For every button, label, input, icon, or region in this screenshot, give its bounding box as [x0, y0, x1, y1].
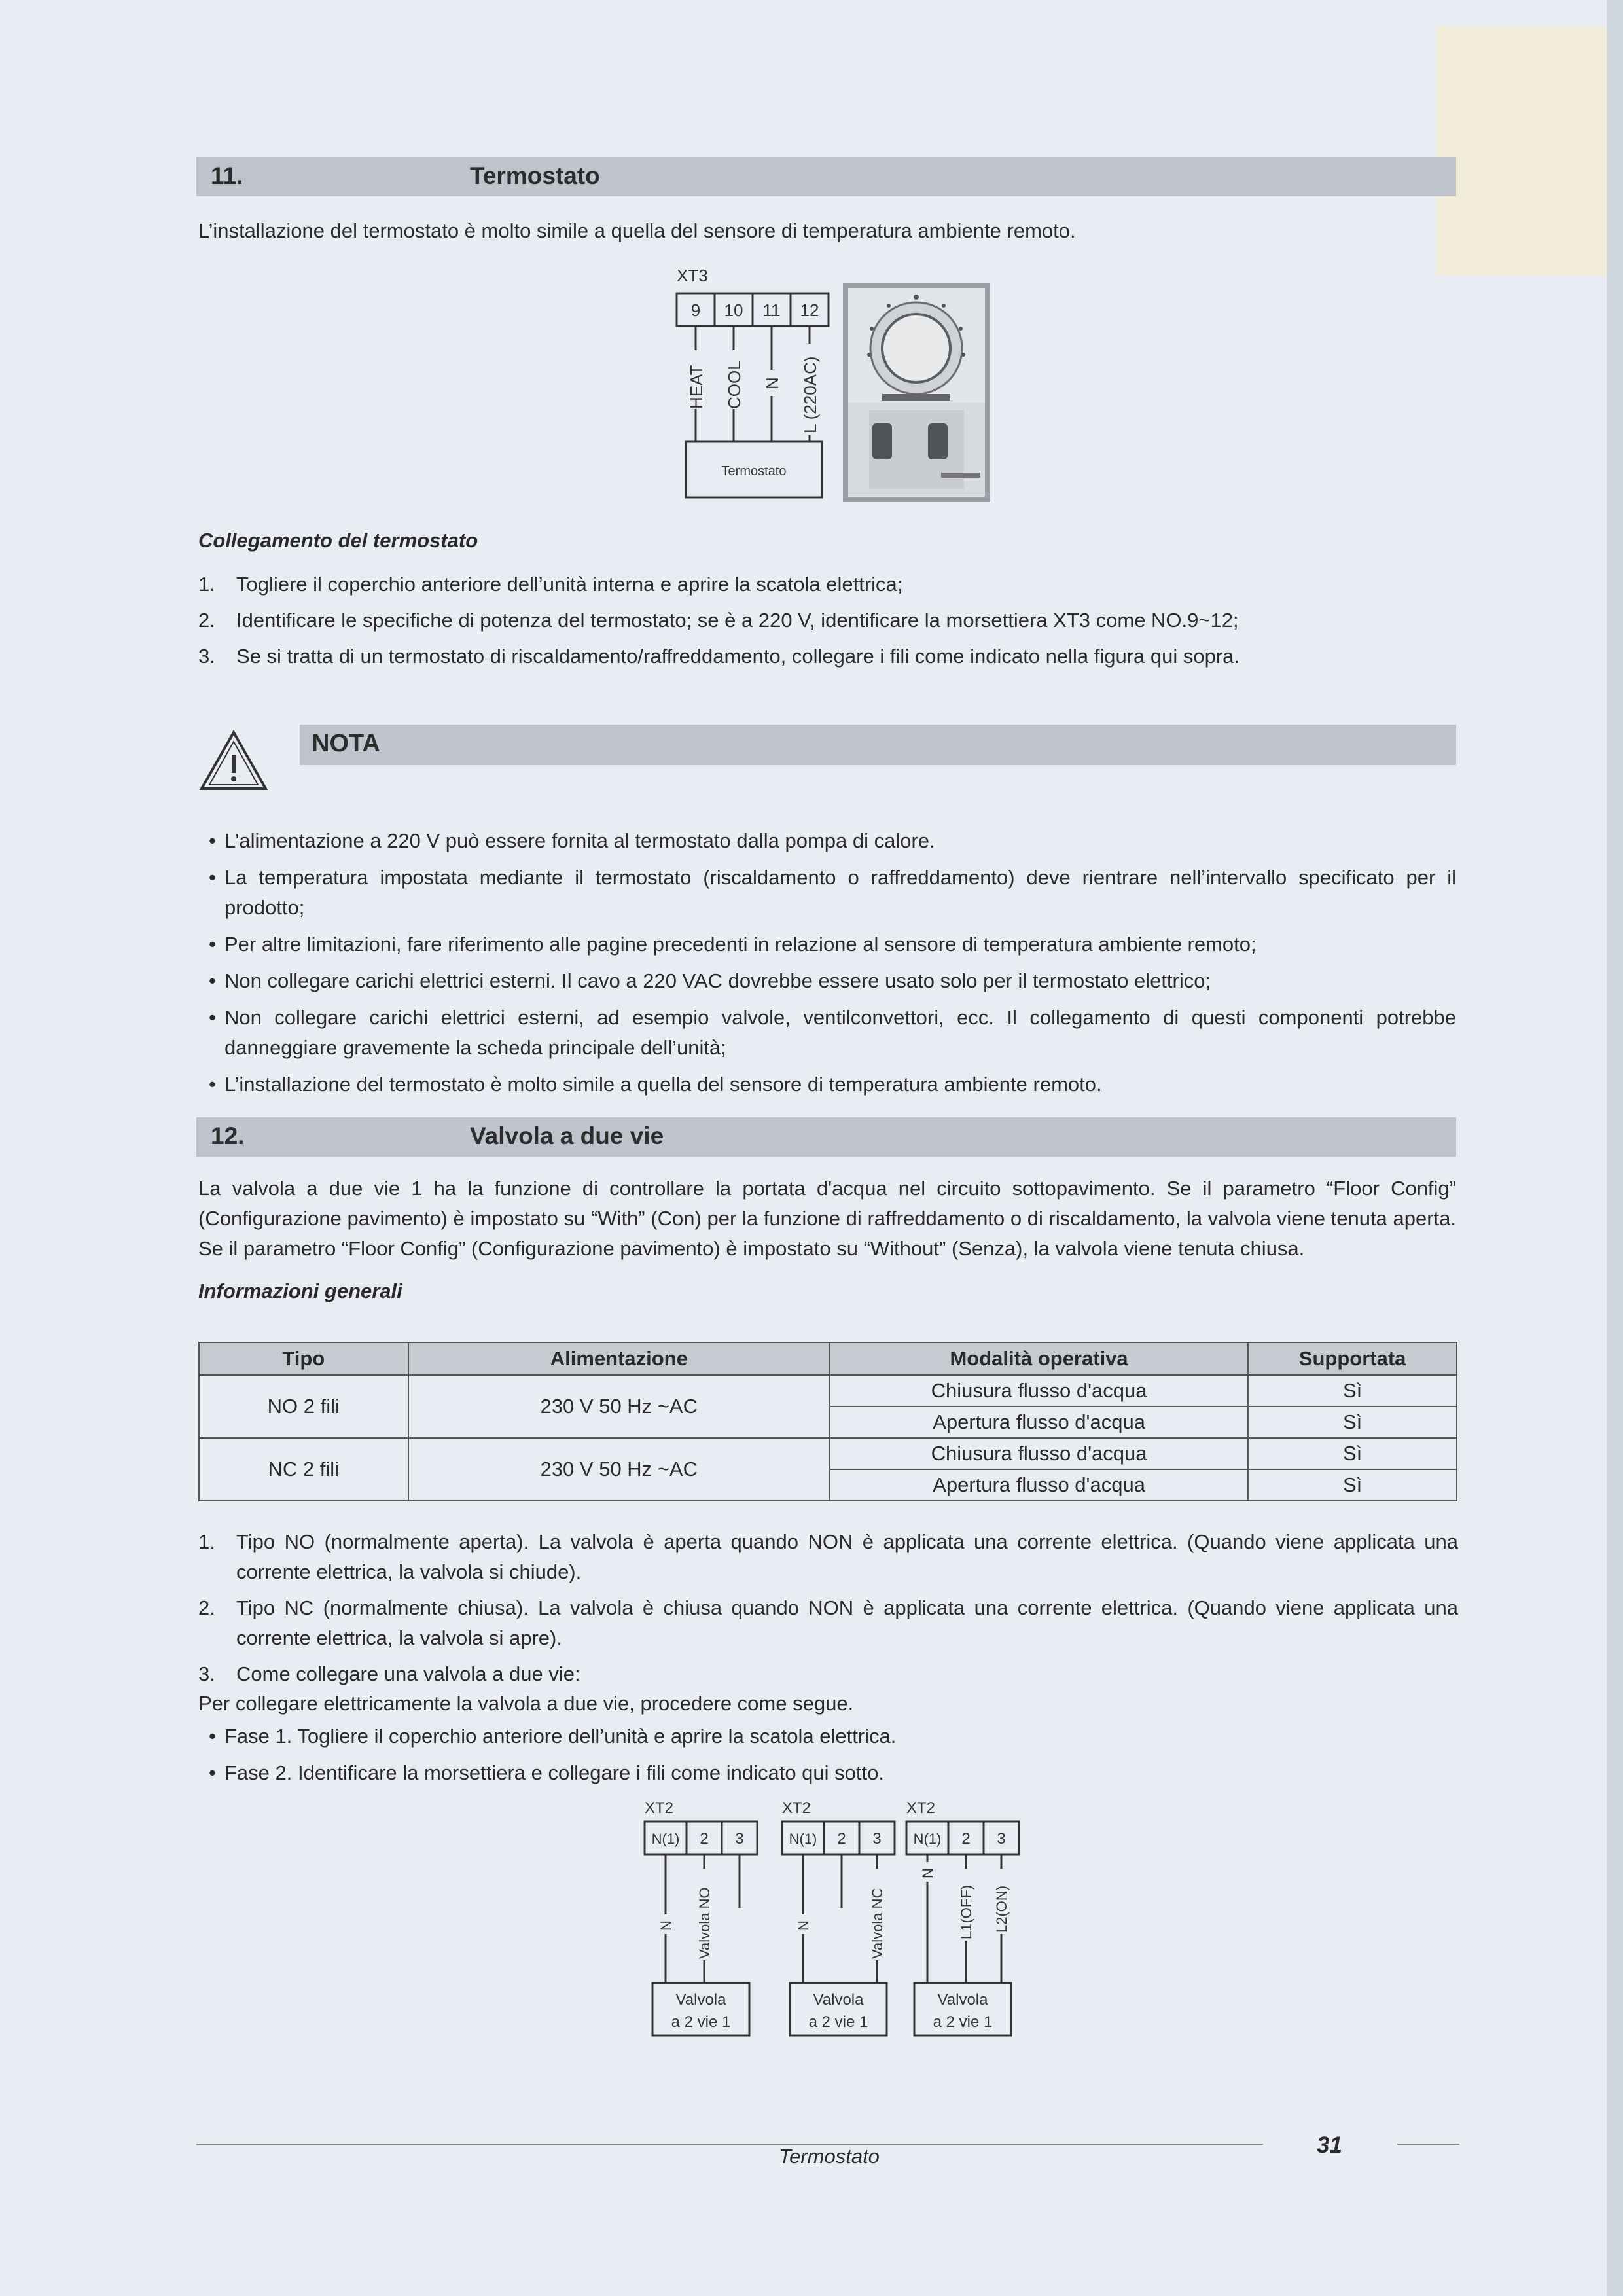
list-item: • Non collegare carichi elettrici esterni. Il cavo a 220 VAC dovrebbe essere usato solo per il termostato elettrico;: [205, 966, 1456, 996]
thermostat-wiring-diagram: [668, 262, 838, 504]
valve-label: Valvola: [937, 1991, 988, 2009]
section-11-intro: L’installazione del termostato è molto simile a quella del sensore di temperatura ambiente remoto.: [198, 219, 1076, 242]
list-item: 1. Togliere il coperchio anteriore dell’unità interna e aprire la scatola elettrica;: [198, 573, 903, 596]
cell-supportata: Sì: [1248, 1407, 1457, 1438]
cell-tipo: NO 2 fili: [199, 1375, 408, 1438]
section-12-number: 12.: [211, 1122, 245, 1149]
nota-header: [300, 725, 1456, 765]
header-tipo: Tipo: [199, 1342, 408, 1375]
wire-n: N: [795, 1920, 812, 1931]
valve-label: a 2 vie 1: [933, 2013, 993, 2031]
list-item: 1. Tipo NO (normalmente aperta). La valvola è aperta quando NON è applicata una corrente elettrica. (Quando viene applicata una corrente elettrica, la valvola si chiude).: [198, 1530, 1458, 1583]
list-item: 2. Tipo NC (normalmente chiusa). La valvola è chiusa quando NON è applicata una corrente elettrica. (Quando viene applicata una corrente elettrica, la valvola si apre).: [198, 1596, 1458, 1649]
header-modalita: Modalità operativa: [830, 1342, 1248, 1375]
cell-supportata: Sì: [1248, 1375, 1457, 1407]
cell-alimentazione: 230 V 50 Hz ~AC: [408, 1438, 830, 1501]
valve-diagram-no: [645, 1799, 757, 2036]
wire-l2-on: L2(ON): [993, 1885, 1010, 1933]
procedure-bullets: [205, 1721, 1456, 1795]
footer-rule: [196, 2144, 1263, 2145]
table-row: [199, 1438, 1457, 1469]
section-12-intro: La valvola a due vie 1 ha la funzione di controllare la portata d'acqua nel circuito sottopavimento. Se il parametro “Floor Config” (Configurazione pavimento) è impostato su “With” (Con) per la funzione di raffreddamento o di riscaldamento, la valvola viene tenuta aperta. Se il parametro “Floor Config” (Configurazione pavimento) è impostato su “Without” (Senza), la valvola viene tenuta chiusa.: [198, 1177, 1456, 1260]
thermostat-device-image: [843, 283, 990, 502]
valve-spec-table: [198, 1342, 1457, 1501]
section-11-header: [196, 157, 1456, 196]
valve-label: a 2 vie 1: [808, 2013, 868, 2031]
terminal-3: 3: [997, 1830, 1006, 1848]
terminal-3: 3: [735, 1830, 744, 1848]
cell-modalita: Chiusura flusso d'acqua: [830, 1375, 1248, 1407]
section-12-title: Valvola a due vie: [470, 1122, 664, 1149]
list-item: 2. Identificare le specifiche di potenza del termostato; se è a 220 V, identificare la morsettiera XT3 come NO.9~12;: [198, 609, 1239, 632]
terminal-11: 11: [762, 300, 781, 320]
terminal-2: 2: [961, 1830, 971, 1848]
header-alimentazione: Alimentazione: [408, 1342, 830, 1375]
footer-title: Termostato: [779, 2145, 880, 2168]
cell-alimentazione: 230 V 50 Hz ~AC: [408, 1375, 830, 1438]
section-11-title: Termostato: [470, 162, 600, 189]
xt2-label: XT2: [906, 1799, 936, 1817]
valve-label: Valvola: [675, 1991, 726, 2009]
wire-n: N: [762, 377, 782, 389]
section-11-number: 11.: [211, 162, 243, 189]
nota-title: NOTA: [312, 730, 380, 757]
table-row: [199, 1375, 1457, 1407]
valve-diagram-nc: [782, 1799, 895, 2036]
cell-modalita: Apertura flusso d'acqua: [830, 1469, 1248, 1501]
header-supportata: Supportata: [1248, 1342, 1457, 1375]
cell-tipo: NC 2 fili: [199, 1438, 408, 1501]
footer-rule: [1397, 2144, 1459, 2145]
list-item: 3. Se si tratta di un termostato di riscaldamento/raffreddamento, collegare i fili come indicato nella figura qui sopra.: [198, 645, 1240, 668]
valve-label: a 2 vie 1: [671, 2013, 731, 2031]
list-item: • Fase 1. Togliere il coperchio anteriore dell’unità e aprire la scatola elettrica.: [205, 1721, 1456, 1751]
wire-heat: HEAT: [687, 365, 706, 409]
cell-supportata: Sì: [1248, 1469, 1457, 1501]
wire-valvola-no: Valvola NO: [696, 1887, 713, 1959]
wire-l1-off: L1(OFF): [958, 1884, 974, 1939]
cell-modalita: Apertura flusso d'acqua: [830, 1407, 1248, 1438]
terminal-3: 3: [872, 1830, 882, 1848]
valve-diagram-3wire: [906, 1799, 1019, 2036]
warning-icon: [198, 728, 270, 794]
thermostat-steps: [198, 569, 1458, 677]
list-item: 3. Come collegare una valvola a due vie:: [198, 1662, 580, 1685]
list-item: • Per altre limitazioni, fare riferimento alle pagine precedenti in relazione al sensore di temperatura ambiente remoto;: [205, 929, 1456, 960]
page-edge: [1607, 0, 1623, 2296]
cell-modalita: Chiusura flusso d'acqua: [830, 1438, 1248, 1469]
procedure-intro: Per collegare elettricamente la valvola a due vie, procedere come segue.: [198, 1692, 854, 1715]
wire-valvola-nc: Valvola NC: [869, 1888, 885, 1959]
thermostat-box-label: Termostato: [721, 464, 787, 478]
thermostat-connection-heading: Collegamento del termostato: [198, 529, 478, 552]
terminal-n1: N(1): [789, 1831, 817, 1847]
list-item: • L’installazione del termostato è molto simile a quella del sensore di temperatura ambiente remoto.: [205, 1069, 1456, 1100]
wire-l-220ac: L (220AC): [800, 356, 820, 433]
terminal-10: 10: [724, 300, 743, 320]
terminal-12: 12: [800, 300, 819, 320]
nota-bullets: [205, 826, 1456, 1106]
section-12-header: [196, 1117, 1456, 1157]
general-info-heading: Informazioni generali: [198, 1280, 402, 1302]
list-item: • L’alimentazione a 220 V può essere fornita al termostato dalla pompa di calore.: [205, 826, 1456, 856]
list-item: • Non collegare carichi elettrici esterni, ad esempio valvole, ventilconvettori, ecc. Il collegamento di questi componenti potrebbe danneggiare gravemente la scheda principale dell’unità;: [205, 1003, 1456, 1063]
cell-supportata: Sì: [1248, 1438, 1457, 1469]
xt2-label: XT2: [645, 1799, 674, 1817]
list-item: • Fase 2. Identificare la morsettiera e collegare i fili come indicato qui sotto.: [205, 1758, 1456, 1788]
wire-n: N: [919, 1868, 936, 1878]
valve-wiring-diagrams: [638, 1797, 1031, 2045]
table-header-row: [199, 1342, 1457, 1375]
xt2-label: XT2: [782, 1799, 812, 1817]
list-item: • La temperatura impostata mediante il termostato (riscaldamento o raffreddamento) deve rientrare nell’intervallo specificato per il prodotto;: [205, 863, 1456, 923]
terminal-2: 2: [700, 1830, 709, 1848]
terminal-n1: N(1): [913, 1831, 942, 1847]
valve-type-steps: [198, 1527, 1458, 1695]
wire-cool: COOL: [724, 361, 744, 409]
valve-label: Valvola: [813, 1991, 864, 2009]
xt3-label: XT3: [677, 266, 708, 285]
terminal-n1: N(1): [651, 1831, 680, 1847]
page-number: 31: [1317, 2132, 1342, 2158]
terminal-9: 9: [690, 300, 701, 320]
terminal-2: 2: [837, 1830, 846, 1848]
adhesive-tape: [1436, 26, 1623, 275]
wire-n: N: [658, 1920, 674, 1931]
